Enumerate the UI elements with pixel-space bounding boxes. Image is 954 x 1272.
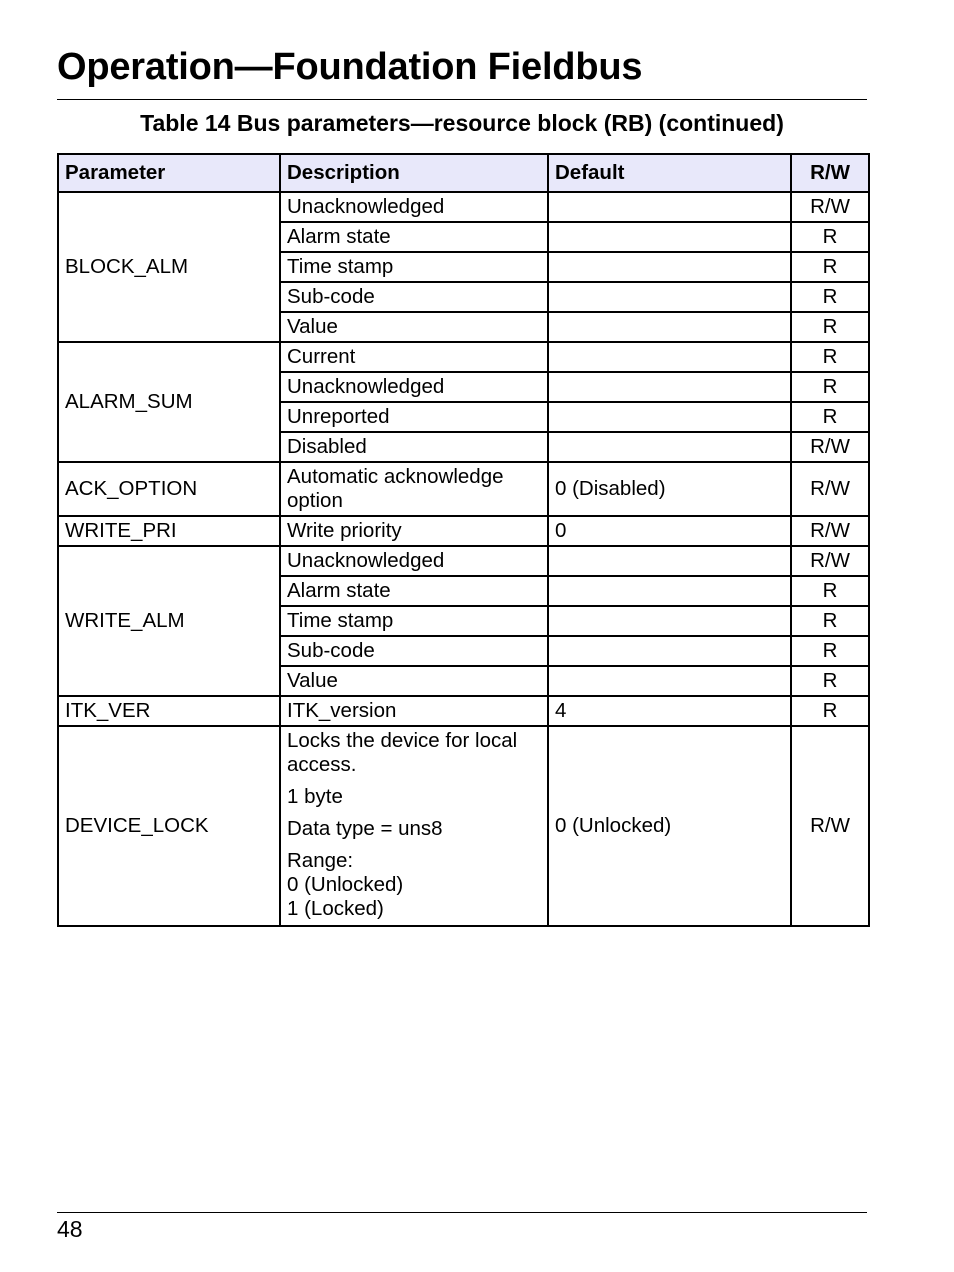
description-cell: Automatic acknowledge option xyxy=(280,462,548,516)
page-number: 48 xyxy=(57,1216,83,1242)
description-cell: Current xyxy=(280,342,548,372)
description-cell: Alarm state xyxy=(280,576,548,606)
parameter-cell: DEVICE_LOCK xyxy=(58,726,280,926)
default-cell xyxy=(548,312,791,342)
table-row xyxy=(58,342,869,372)
table-caption: Table 14 Bus parameters—resource block (RB) (continued) xyxy=(140,110,784,136)
default-cell xyxy=(548,222,791,252)
parameter-cell: ITK_VER xyxy=(58,696,280,726)
parameter-cell: ACK_OPTION xyxy=(58,462,280,516)
default-cell: 4 xyxy=(548,696,791,726)
bus-parameters-table xyxy=(57,153,870,927)
page-title: Operation—Foundation Fieldbus xyxy=(57,46,643,88)
default-cell: 0 (Disabled) xyxy=(548,462,791,516)
description-cell: Unacknowledged xyxy=(280,372,548,402)
rw-cell: R xyxy=(791,312,869,342)
table-header-row xyxy=(58,154,869,192)
rw-cell: R xyxy=(791,402,869,432)
description-line: Range: xyxy=(287,849,354,872)
default-cell xyxy=(548,192,791,222)
table-row xyxy=(58,726,869,926)
rw-cell: R xyxy=(791,372,869,402)
parameter-cell: WRITE_ALM xyxy=(58,546,280,696)
description-line: Locks the device for local access. xyxy=(287,729,518,776)
default-cell xyxy=(548,666,791,696)
description-cell: Alarm state xyxy=(280,222,548,252)
description-line: Data type = uns8 xyxy=(287,817,443,840)
description-cell: Value xyxy=(280,312,548,342)
rw-cell: R xyxy=(791,252,869,282)
description-cell: Unacknowledged xyxy=(280,192,548,222)
footer-divider xyxy=(57,1212,867,1213)
description-cell: Unreported xyxy=(280,402,548,432)
rw-cell: R xyxy=(791,636,869,666)
default-cell xyxy=(548,432,791,462)
default-cell xyxy=(548,546,791,576)
default-cell xyxy=(548,252,791,282)
description-cell xyxy=(280,726,548,926)
description-cell: Sub-code xyxy=(280,282,548,312)
description-cell: ITK_version xyxy=(280,696,548,726)
rw-cell: R xyxy=(791,576,869,606)
description-cell: Unacknowledged xyxy=(280,546,548,576)
column-header-rw: R/W xyxy=(791,154,869,192)
parameter-cell: WRITE_PRI xyxy=(58,516,280,546)
default-cell xyxy=(548,342,791,372)
default-cell xyxy=(548,372,791,402)
rw-cell: R/W xyxy=(791,432,869,462)
default-cell xyxy=(548,636,791,666)
description-cell: Disabled xyxy=(280,432,548,462)
default-cell xyxy=(548,606,791,636)
rw-cell: R xyxy=(791,342,869,372)
description-cell: Time stamp xyxy=(280,252,548,282)
rw-cell: R/W xyxy=(791,462,869,516)
table-row xyxy=(58,546,869,576)
column-header-parameter: Parameter xyxy=(58,154,280,192)
rw-cell: R xyxy=(791,696,869,726)
description-cell: Value xyxy=(280,666,548,696)
rw-cell: R xyxy=(791,282,869,312)
default-cell: 0 (Unlocked) xyxy=(548,726,791,926)
description-cell: Write priority xyxy=(280,516,548,546)
column-header-default: Default xyxy=(548,154,791,192)
parameter-cell: BLOCK_ALM xyxy=(58,192,280,342)
table-row xyxy=(58,696,869,726)
rw-cell: R xyxy=(791,606,869,636)
description-line: 0 (Unlocked) xyxy=(287,873,404,896)
description-cell: Time stamp xyxy=(280,606,548,636)
rw-cell: R xyxy=(791,222,869,252)
parameter-cell: ALARM_SUM xyxy=(58,342,280,462)
default-cell xyxy=(548,576,791,606)
column-header-description: Description xyxy=(280,154,548,192)
table-row xyxy=(58,516,869,546)
description-cell: Sub-code xyxy=(280,636,548,666)
table-row xyxy=(58,192,869,222)
rw-cell: R/W xyxy=(791,516,869,546)
rw-cell: R xyxy=(791,666,869,696)
rw-cell: R/W xyxy=(791,192,869,222)
default-cell xyxy=(548,402,791,432)
table-row xyxy=(58,462,869,516)
title-divider xyxy=(57,99,867,100)
description-line: 1 byte xyxy=(287,785,343,808)
default-cell: 0 xyxy=(548,516,791,546)
rw-cell: R/W xyxy=(791,726,869,926)
description-line: 1 (Locked) xyxy=(287,897,384,920)
rw-cell: R/W xyxy=(791,546,869,576)
default-cell xyxy=(548,282,791,312)
